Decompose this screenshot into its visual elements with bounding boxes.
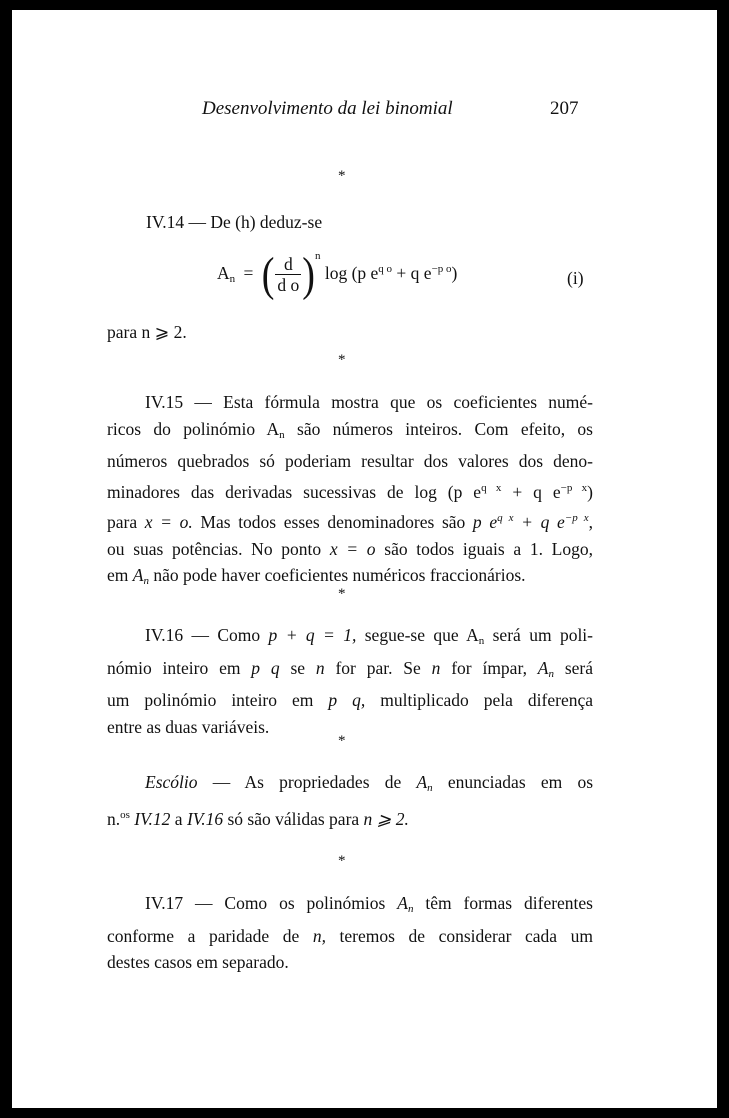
running-header-title: Desenvolvimento da lei binomial — [202, 98, 453, 119]
section-iv16-paragraph — [107, 622, 593, 740]
formula-close-paren: ) — [302, 248, 315, 302]
section-iv14-intro: IV.14 — De (h) deduz-se — [146, 212, 323, 232]
section-iv14-condition: para n ⩾ 2. — [107, 322, 187, 342]
formula-lhs: $A_n$ — [217, 263, 236, 285]
text-line: IV.16 — Como p + q = 1, segue-se que $A_n$ será um poli- — [145, 625, 593, 647]
text-line: n.$^{os}$ IV.12 a IV.16 só são válidas para n ⩾ 2. — [107, 808, 409, 829]
text-line: ricos do polinómio $A_n$ são números inteiros. Com efeito, os — [107, 418, 593, 441]
text-line: em $A_n$ não pode haver coeficientes numéricos fraccionários. — [107, 565, 526, 587]
escolio-paragraph — [107, 769, 593, 832]
text-line: minadores das derivadas sucessivas de log (p $e^{q x} + q$ $e^{-p x}$) — [107, 481, 593, 502]
section-iv17-paragraph — [107, 890, 593, 976]
formula-fraction: $\frac{d}{\text{d o}}$ — [277, 254, 300, 296]
text-line: IV.17 — Como os polinómios $A_n$ têm formas diferentes — [145, 893, 593, 915]
text-line: ou suas potências. No ponto x = o são todos iguais a 1. Logo, — [107, 538, 593, 559]
text-line: nómio inteiro em p q se n for par. Se n for ímpar, $A_n$ será — [107, 657, 594, 680]
separator-asterisk: * — [338, 352, 346, 368]
formula-log-expression: log (p $e^{q o} + q$ $e^{-p o}$) — [324, 263, 458, 283]
formula-exponent: n — [314, 250, 321, 262]
separator-asterisk: * — [338, 853, 346, 869]
text-line: conforme a paridade de n, teremos de considerar cada um — [107, 925, 593, 946]
text-line: IV.15 — Esta fórmula mostra que os coeficientes numé- — [145, 392, 593, 412]
text-line: para x = o. Mas todos esses denominadores são p $e^{q x} + q$ $e^{-p x}$, — [107, 512, 593, 532]
formula-open-paren: ( — [261, 248, 275, 302]
page-number: 207 — [550, 98, 579, 119]
section-iv15-paragraph — [107, 389, 593, 595]
text-line: Escólio — As propriedades de $A_n$ enunciadas em os — [145, 772, 593, 794]
document-page — [12, 10, 717, 1108]
equation-i — [217, 250, 457, 310]
formula-equals: = — [243, 263, 254, 283]
equation-label: (i) — [567, 268, 584, 288]
separator-asterisk: * — [338, 168, 346, 184]
text-line: destes casos em separado. — [107, 952, 289, 972]
text-line: um polinómio inteiro em p q, multiplicado pela diferença — [107, 690, 594, 710]
separator-asterisk: * — [338, 586, 346, 602]
text-line: entre as duas variáveis. — [107, 716, 270, 737]
separator-asterisk: * — [338, 733, 346, 749]
text-line: números quebrados só poderiam resultar dos valores dos deno- — [107, 451, 593, 471]
